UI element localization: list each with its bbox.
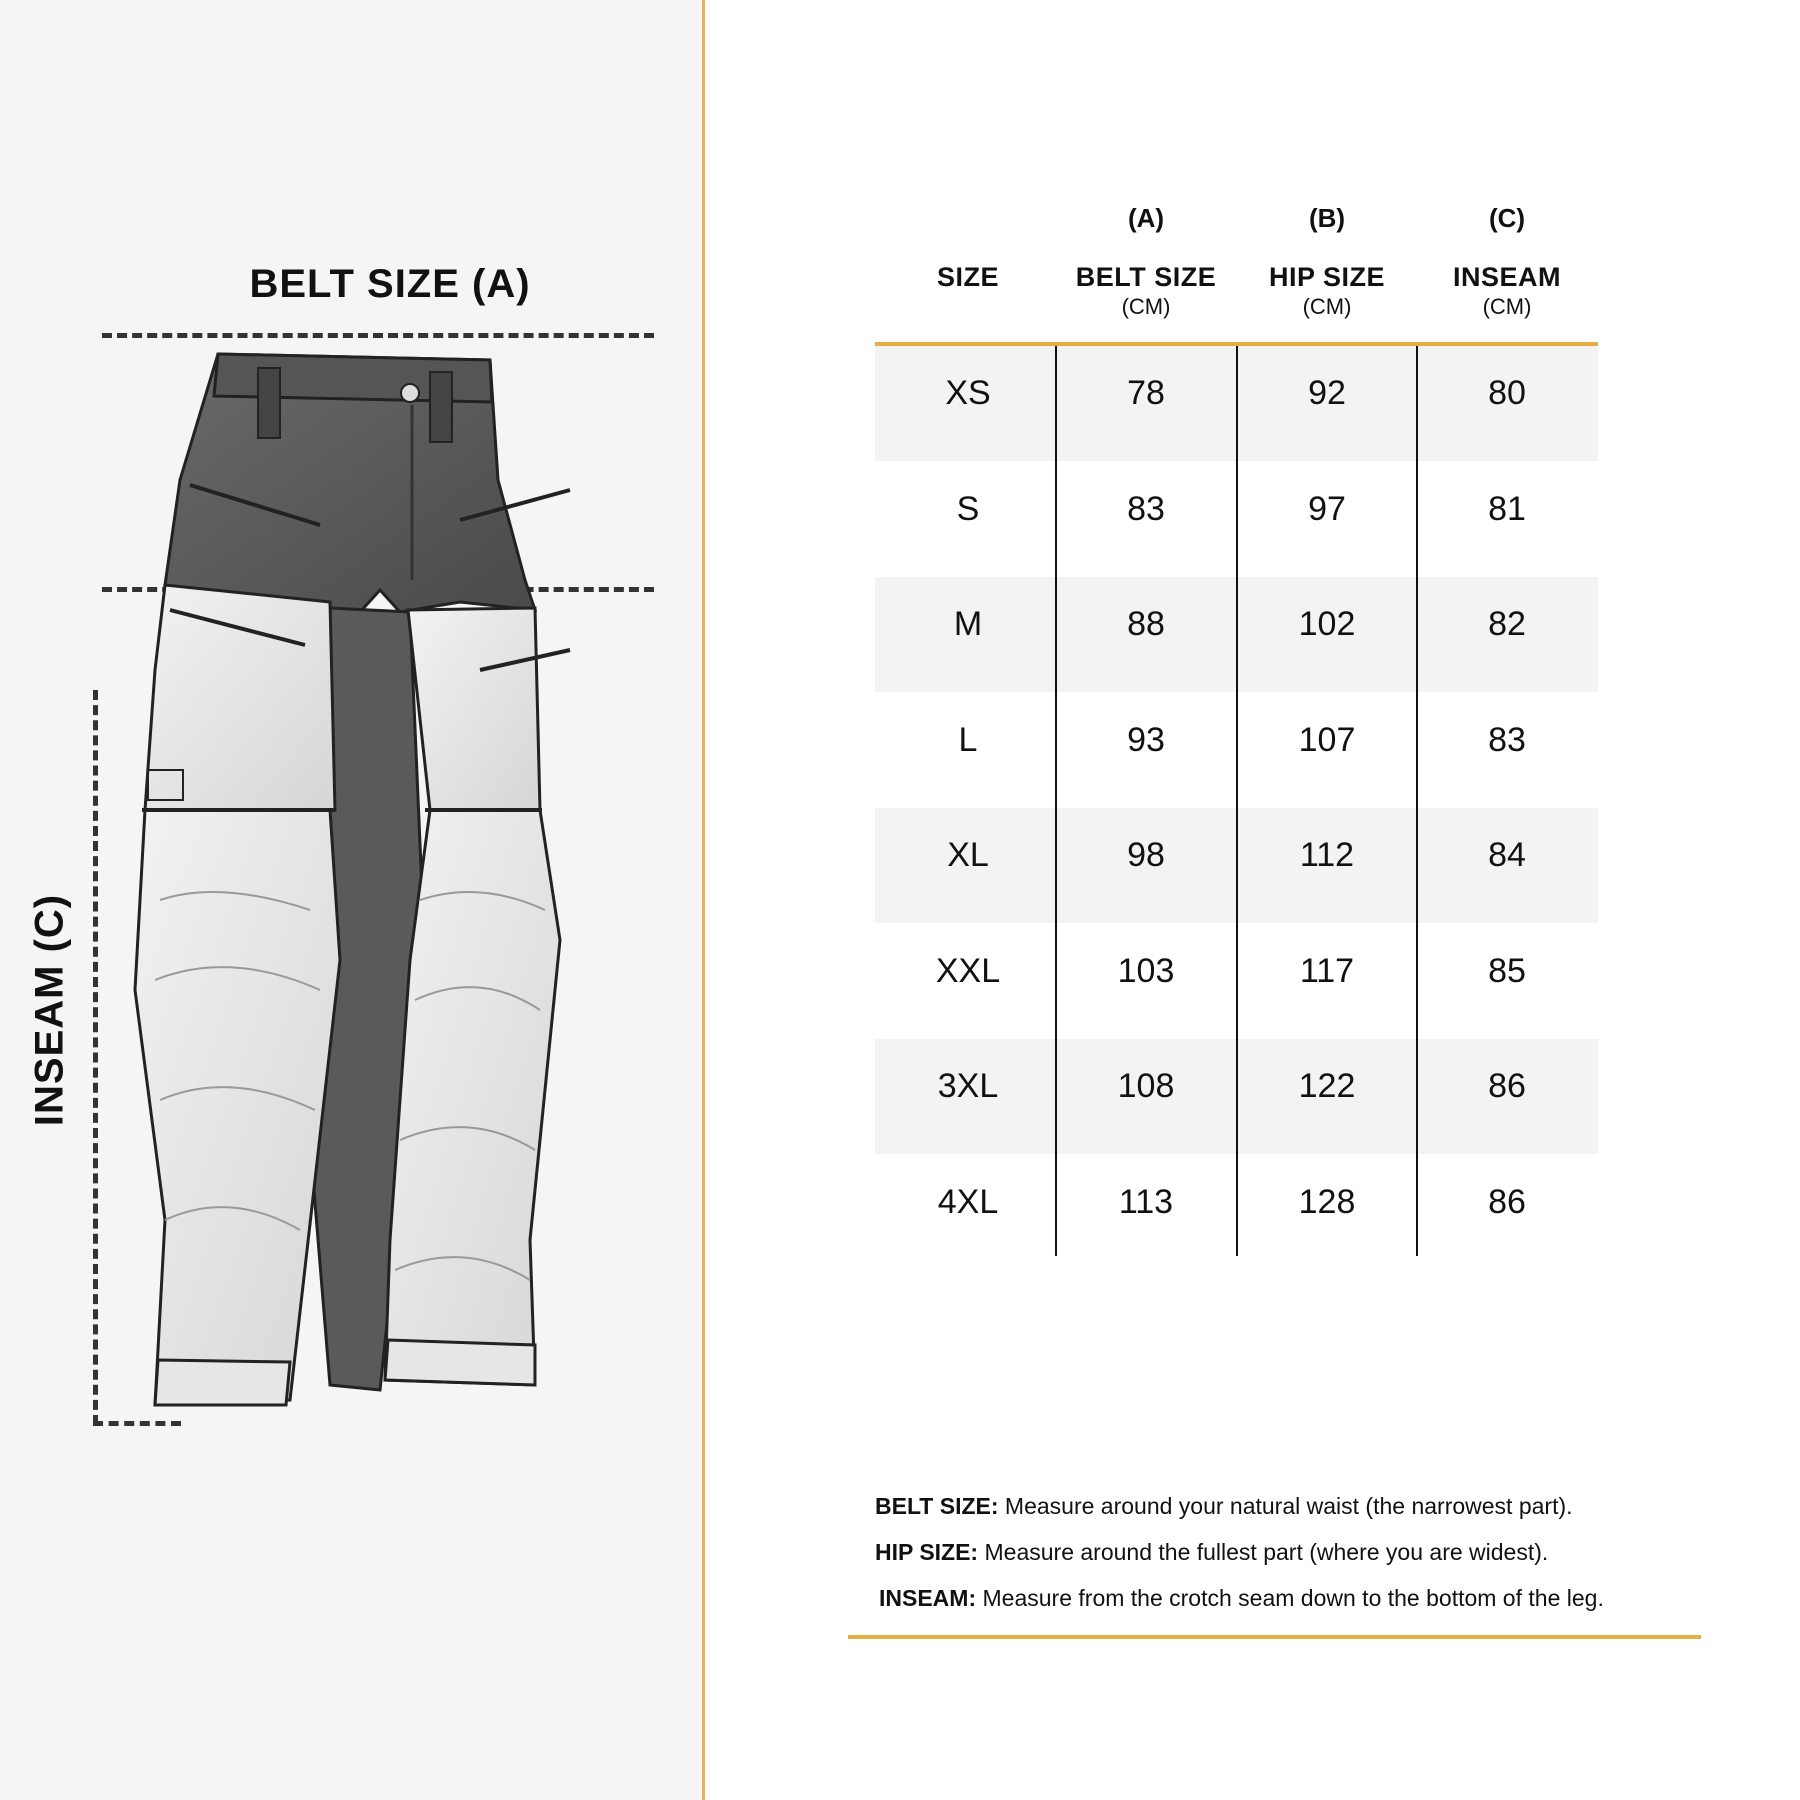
size-cell: M [953, 605, 983, 643]
column-divider [1236, 346, 1238, 1256]
size-cell: S [956, 489, 980, 528]
note-text: Measure around your natural waist (the narrowest part). [998, 1493, 1573, 1519]
measurement-cell: 93 [1127, 720, 1165, 759]
measurement-cell: 82 [1488, 605, 1526, 643]
column-letter: (B) [1308, 203, 1346, 233]
size-cell: XS [945, 374, 991, 412]
column-letter: (C) [1488, 203, 1526, 233]
note-text: Measure around the fullest part (where you are widest). [978, 1539, 1549, 1565]
measurement-cell: 84 [1488, 836, 1526, 874]
measurement-cell: 117 [1299, 951, 1355, 990]
measurement-cell: 92 [1308, 374, 1346, 412]
measurement-cell: 86 [1488, 1067, 1526, 1105]
column-header: BELT SIZE [1075, 262, 1217, 292]
size-cell: 4XL [937, 1182, 999, 1221]
column-header: INSEAM [1452, 262, 1561, 292]
measurement-cell: 81 [1488, 489, 1526, 528]
measurement-cell: 83 [1488, 720, 1526, 759]
measurement-cell: 85 [1488, 951, 1526, 990]
size-cell: L [958, 720, 978, 759]
measurement-cell: 80 [1488, 374, 1526, 412]
note-term: HIP SIZE: [875, 1539, 979, 1565]
measurement-cell: 112 [1299, 836, 1355, 874]
measurement-cell: 102 [1298, 605, 1356, 643]
column-unit: (CM) [1302, 294, 1352, 319]
measurement-cell: 83 [1127, 489, 1165, 528]
measurement-cell: 88 [1127, 605, 1165, 643]
belt-guide-line [102, 333, 654, 338]
measurement-cell: 86 [1488, 1182, 1526, 1221]
column-unit: (CM) [1121, 294, 1171, 319]
column-header: HIP SIZE [1268, 262, 1386, 292]
column-divider [1055, 346, 1057, 1256]
note-line [875, 1493, 1573, 1520]
note-line [875, 1539, 1548, 1566]
note-term: BELT SIZE: [875, 1493, 999, 1519]
size-cell: XXL [935, 951, 1001, 990]
inseam-guide-foot [93, 1421, 181, 1426]
note-text: Measure from the crotch seam down to the bottom of the leg. [976, 1585, 1604, 1611]
pants-illustration [130, 340, 620, 1420]
column-header: SIZE [936, 262, 999, 292]
note-line [879, 1585, 1604, 1612]
measurement-cell: 78 [1127, 374, 1165, 412]
size-cell: XL [947, 836, 989, 874]
column-letter: (A) [1127, 203, 1165, 233]
measurement-cell: 122 [1298, 1067, 1356, 1105]
column-divider [1416, 346, 1418, 1256]
measurement-cell: 107 [1298, 720, 1356, 759]
inseam-guide-line [93, 690, 98, 1425]
measurement-cell: 103 [1117, 951, 1175, 990]
belt-size-label: BELT SIZE (A) [249, 262, 531, 306]
measurement-cell: 97 [1308, 489, 1346, 528]
note-term: INSEAM: [879, 1585, 977, 1611]
column-unit: (CM) [1482, 294, 1532, 319]
notes-underline [848, 1635, 1701, 1639]
measurement-cell: 113 [1118, 1182, 1174, 1221]
size-cell: 3XL [937, 1067, 999, 1105]
measurement-cell: 128 [1298, 1182, 1356, 1221]
measurement-cell: 98 [1127, 836, 1165, 874]
inseam-label: INSEAM (C) [27, 893, 72, 1127]
measurement-cell: 108 [1117, 1067, 1175, 1105]
